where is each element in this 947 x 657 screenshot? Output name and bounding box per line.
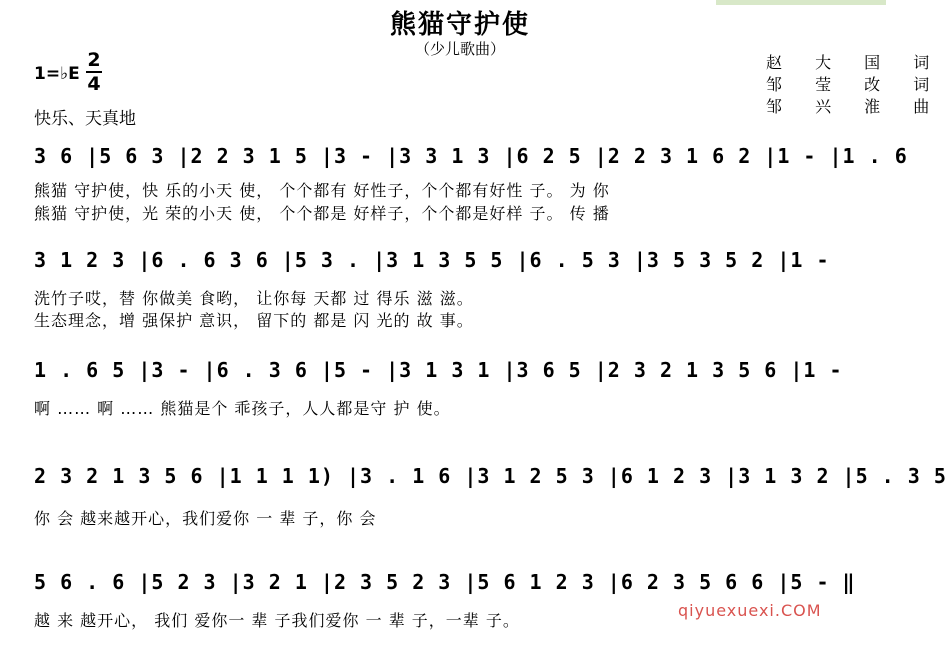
- credit-role: 词: [913, 53, 944, 72]
- lyric-line-2a: 洗竹子哎，替 你做美 食哟， 让你每 天都 过 得乐 滋 滋。: [34, 289, 474, 308]
- lyric-line-4: 你 会 越来越开心，我们爱你 一 辈 子，你 会: [34, 509, 377, 528]
- tempo-marking: 快乐、天真地: [34, 109, 136, 129]
- meter-bottom: 4: [87, 73, 101, 95]
- notation-line-1: 3 6 |5 6 3 |2 2 3 1 5 |3 - |3 3 1 3 |6 2 5 |2 2 3 1 6 2 |1 - |1 . 6: [34, 144, 908, 168]
- credit-name: 邹 兴 淮: [766, 97, 895, 116]
- song-title: 熊猫守护使: [389, 10, 530, 40]
- credit-name: 赵 大 国: [766, 53, 895, 72]
- notation-line-3: 1 . 6 5 |3 - |6 . 3 6 |5 - |3 1 3 1 |3 6 5 |2 3 2 1 3 5 6 |1 -: [34, 358, 843, 382]
- notation-line-4: 2 3 2 1 3 5 6 |1 1 1 1) |3 . 1 6 |3 1 2 5 3 |6 1 2 3 |3 1 3 2 |5 . 3 5: [34, 464, 947, 488]
- adapter-credit: [766, 72, 943, 95]
- credit-role: 词: [913, 75, 944, 94]
- lyric-line-2b: 生态理念，增 强保护 意识， 留下的 都是 闪 光的 故 事。: [34, 311, 474, 330]
- lyric-line-1a: 熊猫 守护使，快 乐的小天 使， 个个都有 好性子，个个都有好性 子。 为 你: [34, 181, 610, 200]
- lyricist-credit: [766, 50, 943, 73]
- site-watermark: qiyuexuexi.COM: [678, 601, 822, 620]
- lyric-line-3: 啊 …… 啊 …… 熊猫是个 乖孩子，人人都是守 护 使。: [34, 399, 451, 418]
- credit-name: 邹 莹 改: [766, 75, 895, 94]
- meter-top: 2: [87, 49, 101, 71]
- lyric-line-5: 越 来 越开心， 我们 爱你一 辈 子我们爱你 一 辈 子，一辈 子。: [34, 611, 520, 630]
- key-signature: 1=♭E: [34, 64, 80, 84]
- notation-line-5: 5 6 . 6 |5 2 3 |3 2 1 |2 3 5 2 3 |5 6 1 2 3 |6 2 3 5 6 6 |5 - ‖: [34, 570, 856, 594]
- lyric-line-1b: 熊猫 守护使，光 荣的小天 使， 个个都是 好样子，个个都是好样 子。 传 播: [34, 204, 610, 223]
- notation-line-2: 3 1 2 3 |6 . 6 3 6 |5 3 . |3 1 3 5 5 |6 . 5 3 |3 5 3 5 2 |1 -: [34, 248, 830, 272]
- credit-role: 曲: [913, 97, 944, 116]
- composer-credit: [766, 94, 943, 117]
- song-subtitle: （少儿歌曲）: [414, 40, 505, 58]
- time-signature: [86, 50, 102, 94]
